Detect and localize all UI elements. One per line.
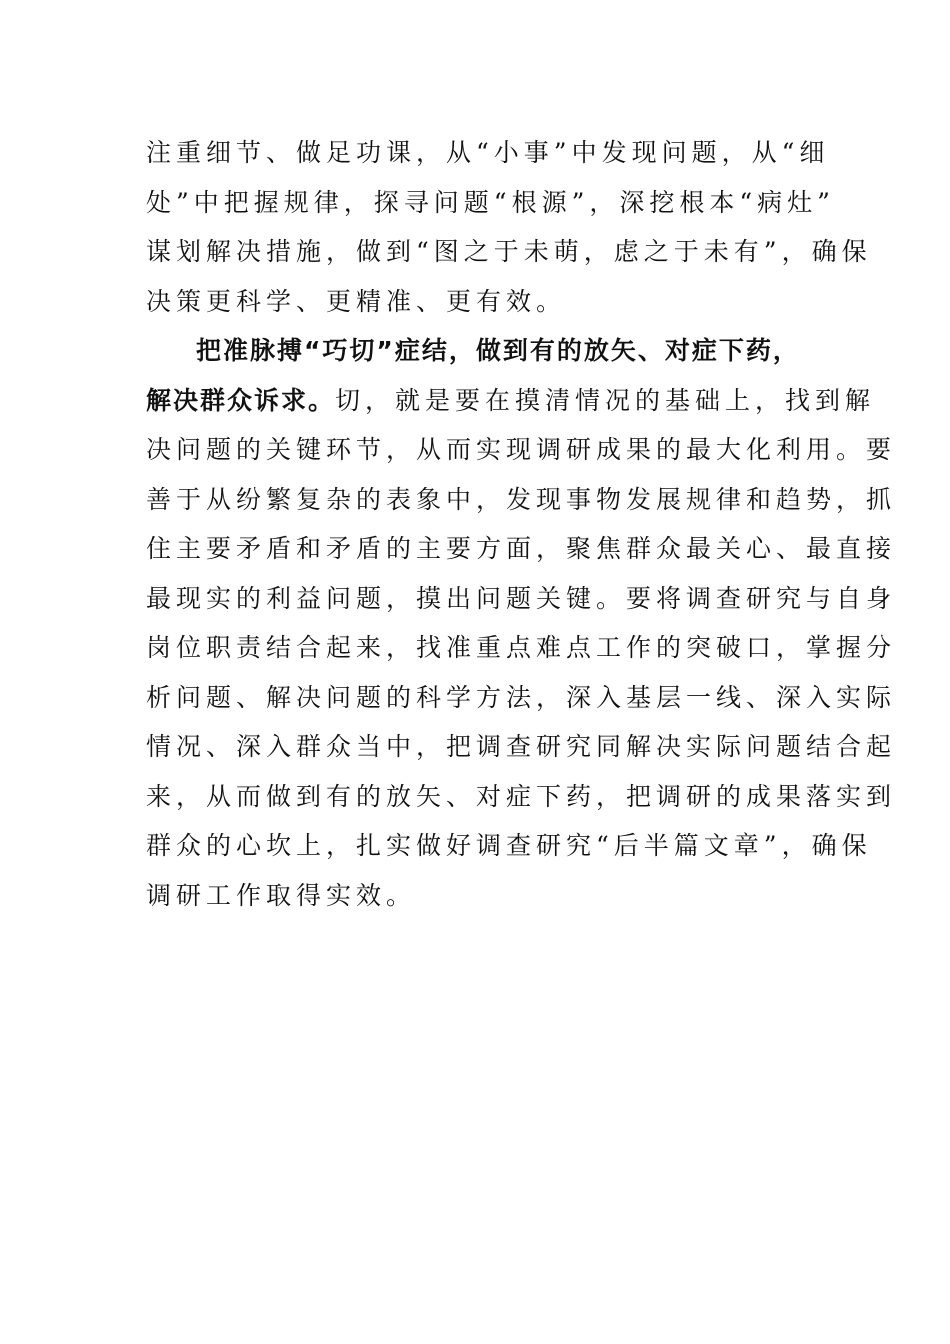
- paragraph-heading-line: [146, 326, 806, 376]
- paragraph-line: 群众的心坎上，扎实做好调查研究“后半篇文章”，确保: [146, 831, 872, 860]
- paragraph-line: 调研工作取得实效。: [146, 880, 417, 910]
- paragraph-1: [146, 128, 872, 326]
- paragraph-line: 决策更科学、更精准、更有效。: [146, 286, 567, 316]
- paragraph-line: 析问题、解决问题的科学方法，深入基层一线、深入实际: [146, 682, 897, 712]
- paragraph-line: [146, 376, 876, 426]
- paragraph-line: 最现实的利益问题，摸出问题关键。要将调查研究与自身: [146, 583, 897, 613]
- paragraph-line: 来，从而做到有的放矢、对症下药，把调研的成果落实到: [146, 781, 897, 811]
- paragraph-line: 处”中把握规律，探寻问题“根源”，深挖根本“病灶”: [146, 187, 835, 217]
- section-heading-text: 把准脉搏“巧切”症结，做到有的放矢、对症下药，: [196, 336, 800, 365]
- paragraph-line: 岗位职责结合起来，找准重点难点工作的突破口，掌握分: [146, 633, 897, 662]
- paragraph-line: 善于从纷繁复杂的表象中，发现事物发展规律和趋势，抓: [146, 484, 897, 514]
- section-heading-text: 解决群众诉求。: [146, 385, 336, 415]
- paragraph-2: [146, 326, 897, 920]
- document-body: [146, 128, 897, 920]
- paragraph-line: 住主要矛盾和矛盾的主要方面，聚焦群众最关心、最直接: [146, 534, 897, 563]
- paragraph-line: 决问题的关键环节，从而实现调研成果的最大化利用。要: [146, 435, 897, 464]
- paragraph-line: 情况、深入群众当中，把调查研究同解决实际问题结合起: [146, 732, 897, 761]
- paragraph-line: 谋划解决措施，做到“图之于未萌，虑之于未有”，确保: [146, 237, 872, 266]
- paragraph-line: 注重细节、做足功课，从“小事”中发现问题，从“细: [146, 138, 830, 167]
- paragraph-text: 切，就是要在摸清情况的基础上，找到解: [335, 385, 876, 415]
